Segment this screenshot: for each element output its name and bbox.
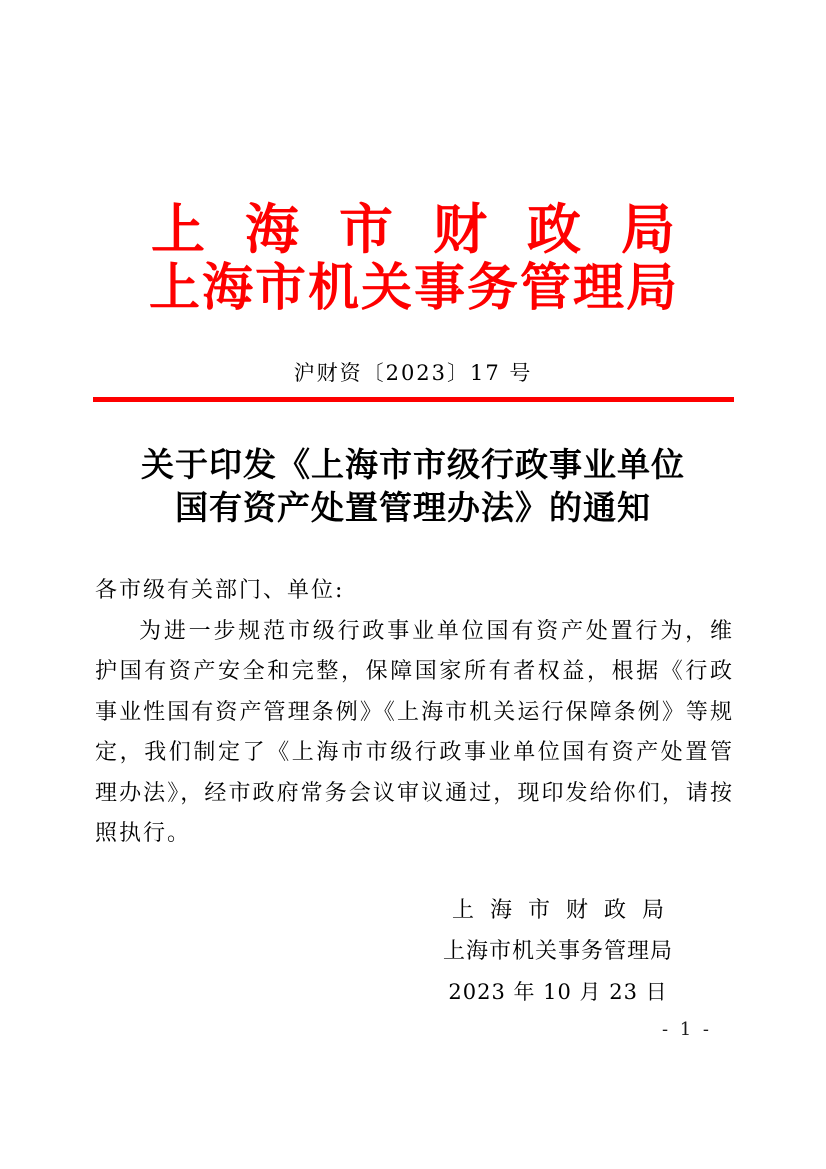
signature-block [418,891,698,1013]
signature-org-2: 上海市机关事务管理局 [442,938,673,964]
doc-title-line-2: 国有资产处置管理办法》的通知 [175,488,651,527]
body-line: 照执行。 [95,821,192,846]
red-divider [93,397,734,402]
doc-number: 沪财资〔2023〕17 号 [293,361,533,385]
letterhead-org-2: 上海市机关事务管理局 [148,258,679,318]
body-line: 为进一步规范市级行政事业单位国有资产处置行为，维 [139,618,734,644]
doc-title [0,443,826,529]
signature-date: 2023 年 10 月 23 日 [448,980,668,1004]
letterhead-org-1: 上海市财政局 [151,197,715,261]
body-line: 理办法》，经市政府常务会议审议通过，现印发给你们，请按 [95,780,734,806]
body-line: 护国有资产安全和完整，保障国家所有者权益，根据《行政 [95,659,734,684]
body-block [95,571,734,855]
doc-title-line-1: 关于印发《上海市市级行政事业单位 [141,445,685,484]
signature-org-1: 上海市财政局 [451,898,680,923]
body-line: 事业性国有资产管理条例》《上海市机关运行保障条例》等规 [95,699,734,725]
letterhead [0,198,826,317]
salutation: 各市级有关部门、单位: [95,578,345,603]
body-line: 定，我们制定了《上海市市级行政事业单位国有资产处置管 [95,740,734,765]
page-number: - 1 - [661,1019,712,1040]
